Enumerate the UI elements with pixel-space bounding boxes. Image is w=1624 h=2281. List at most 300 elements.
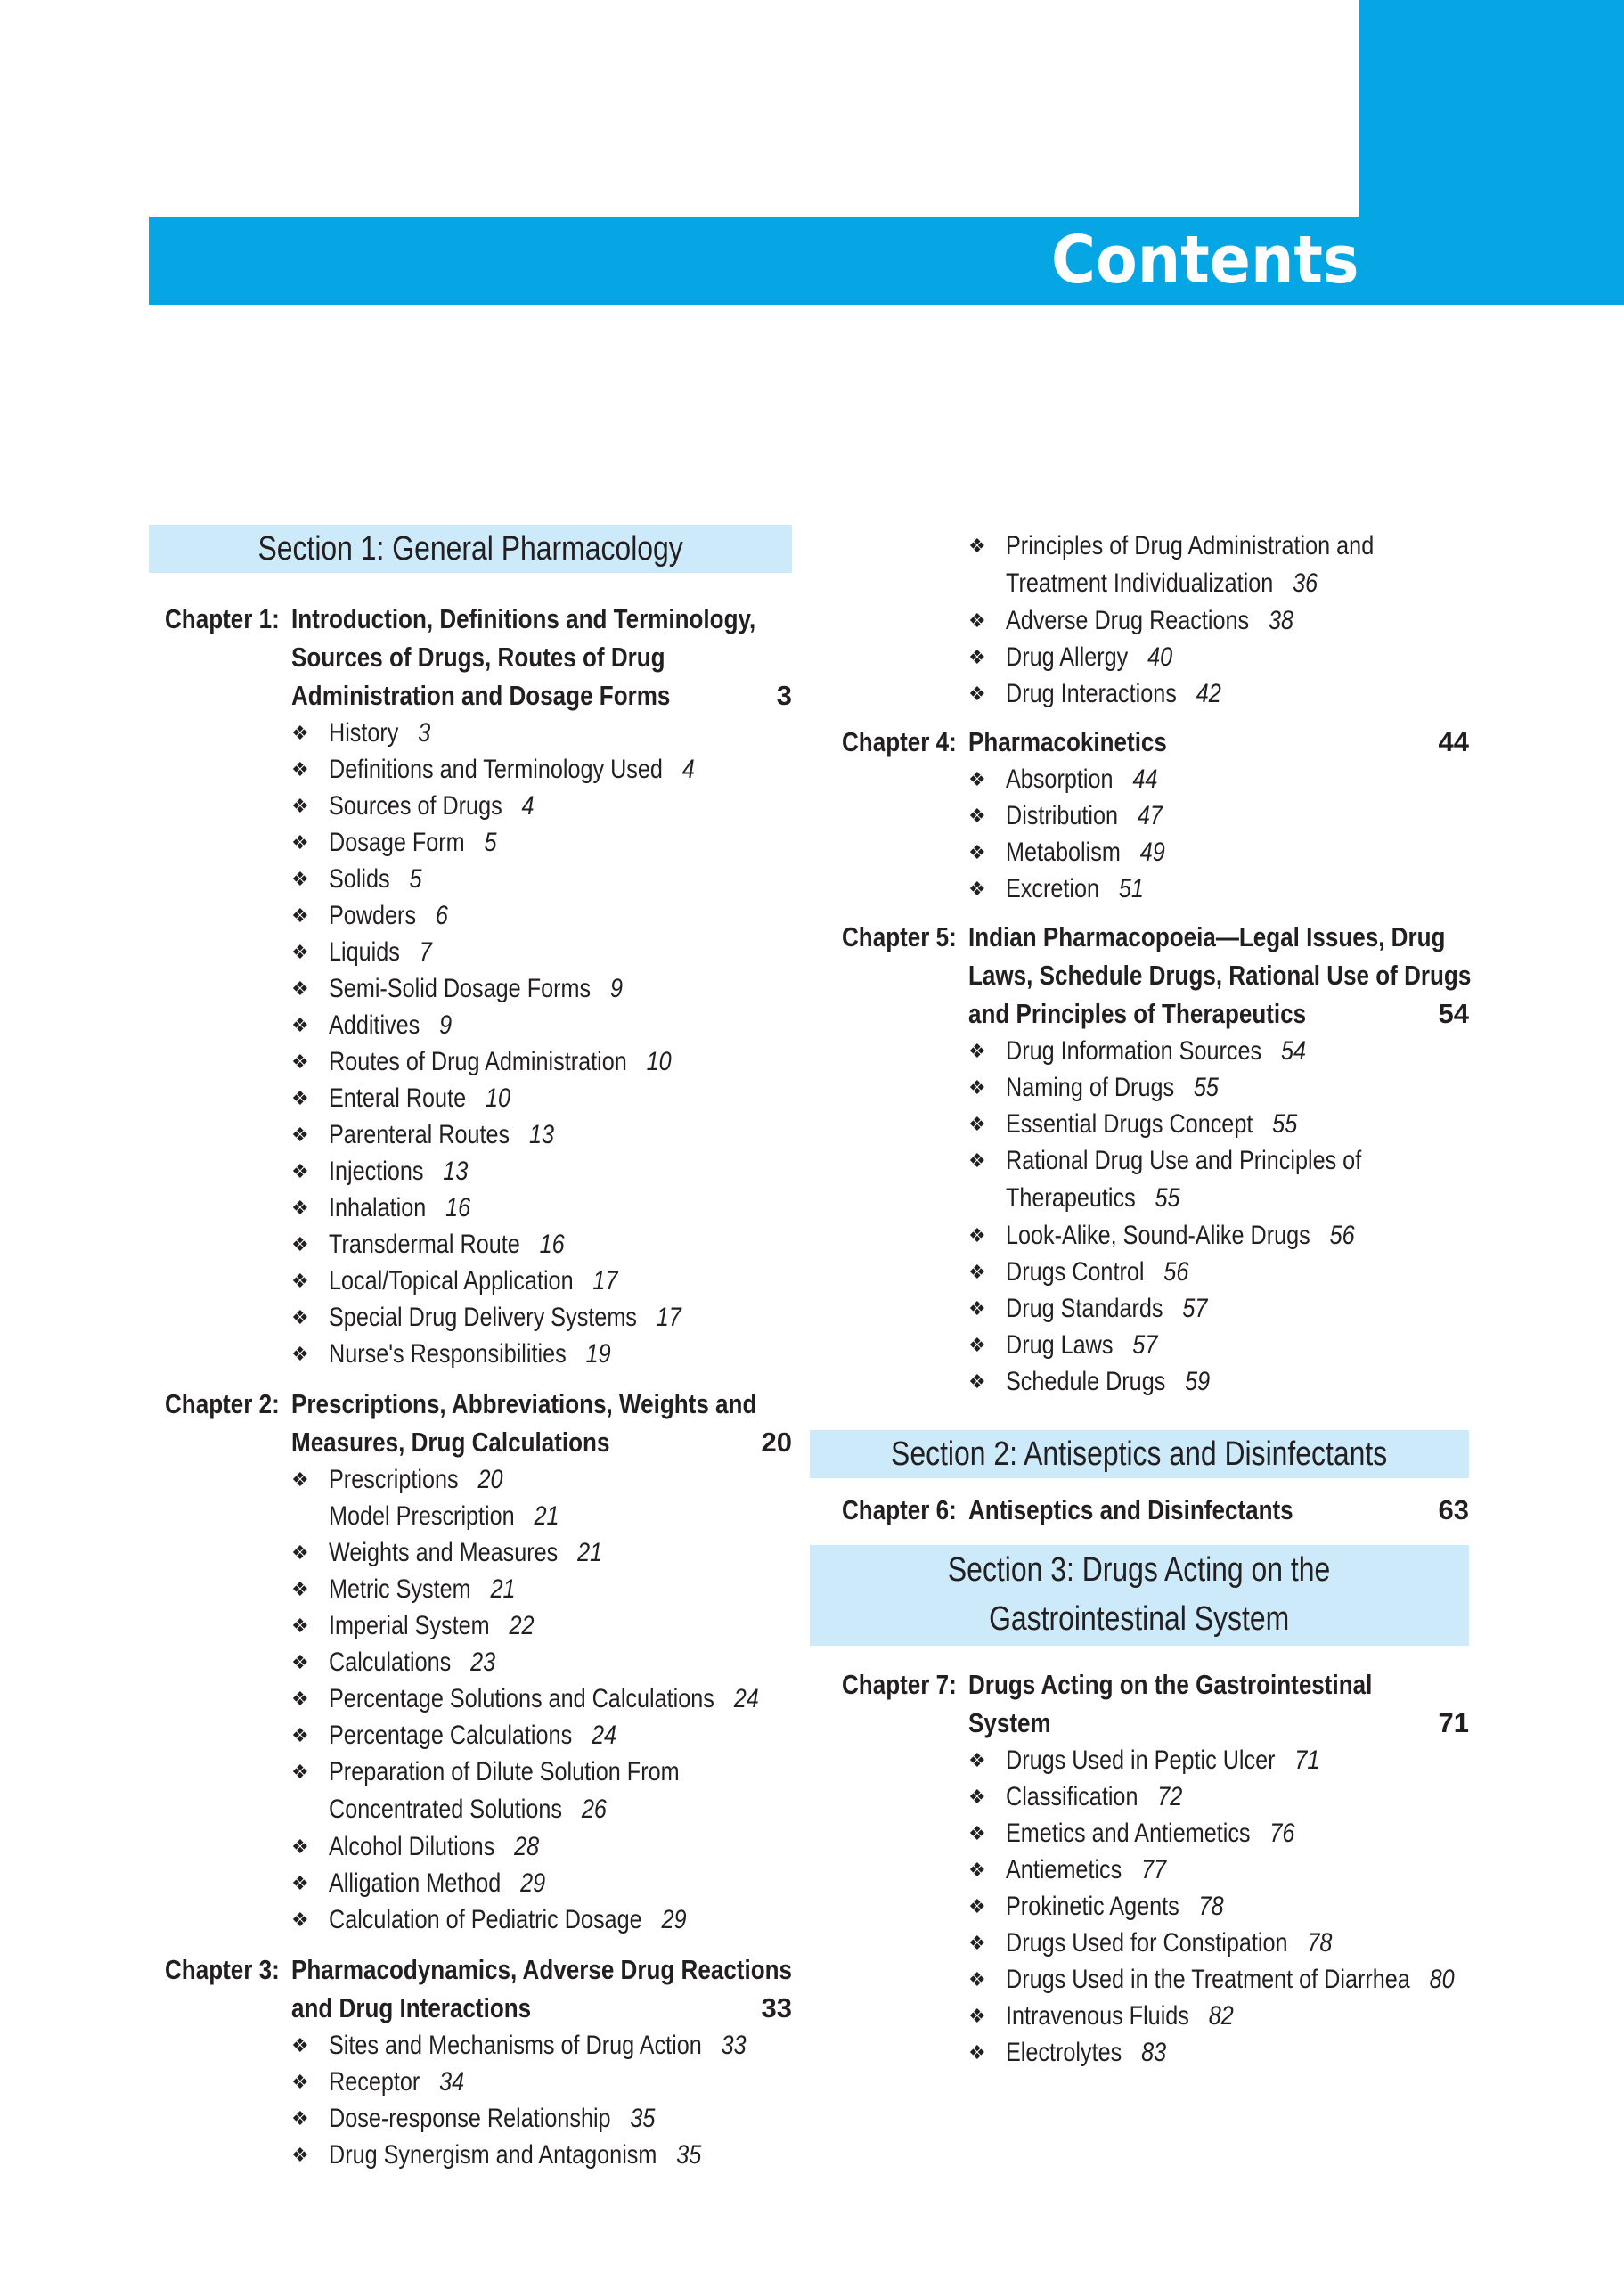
topic-title-line [1006,602,1395,639]
toc-topic[interactable] [826,1815,1469,1852]
topic-title: Schedule Drugs [1006,1367,1166,1396]
topic-title-line [329,1461,718,1498]
topic-title-line [1006,675,1395,712]
topic-page: 16 [539,1230,565,1259]
topic-title: Percentage Solutions and Calculations [329,1684,714,1713]
toc-topic[interactable] [149,1644,792,1680]
topic-title: Drug Interactions [1006,679,1177,708]
chapter-title-line: Pharmacodynamics, Adverse Drug Reactions [291,1954,792,1985]
topic-title-line [329,1901,718,1938]
bullet-icon: ❖ [291,1197,309,1219]
topic-title: Imperial System [329,1611,490,1640]
topic-page: 38 [1268,606,1294,635]
toc-topic[interactable] [149,1116,792,1153]
topic-title-line [329,1007,718,1043]
chapter-title [291,1950,792,2027]
topic-page: 49 [1139,838,1165,867]
topic-title: Dose-response Relationship [329,2104,611,2133]
topic-page: 56 [1163,1257,1189,1287]
topic-title-line [1006,2034,1395,2071]
corner-color-block [1359,0,1624,223]
topic-page: 54 [1280,1036,1307,1066]
bullet-icon: ❖ [968,2041,986,2064]
topic-title-line [1006,1290,1395,1327]
topic-title: Drugs Used for Constipation [1006,1928,1288,1958]
toc-topic[interactable] [826,1254,1469,1290]
topic-title: Sources of Drugs [329,791,502,821]
bullet-icon: ❖ [968,609,986,632]
toc-topic[interactable] [149,1263,792,1299]
chapter-heading[interactable] [826,723,1469,761]
chapter-page: 20 [761,1427,792,1458]
chapter-heading[interactable] [826,918,1472,1033]
topic-title: Antiemetics [1006,1855,1122,1884]
bullet-icon: ❖ [968,1076,986,1099]
bullet-icon: ❖ [291,1541,309,1564]
toc-topic[interactable] [826,1033,1469,1069]
toc-topic[interactable] [149,934,792,970]
bullet-icon: ❖ [291,2144,309,2166]
topic-title-line [1006,1742,1395,1778]
topic-title-line [1006,1925,1395,1961]
bullet-icon: ❖ [968,1932,986,1954]
topic-page: 71 [1294,1745,1320,1775]
topic-title-line [329,1043,718,1080]
topic-page: 3 [418,718,431,748]
bullet-icon: ❖ [968,1297,986,1320]
topic-page: 40 [1147,642,1173,672]
toc-topic[interactable] [149,824,792,861]
topic-title: Local/Topical Application [329,1266,574,1296]
topic-title: Drug Allergy [1006,642,1129,672]
topic-title-line [329,751,718,788]
title-band [149,217,1624,305]
chapter-number: Chapter 5: [842,921,957,952]
topic-title: Emetics and Antiemetics [1006,1819,1251,1848]
topic-title: Receptor [329,2067,420,2097]
topic-title: Calculations [329,1647,452,1677]
topic-title-line [1006,1363,1395,1400]
topic-title-line [1006,1033,1395,1069]
chapter-page: 33 [761,1992,792,2023]
bullet-icon: ❖ [968,1895,986,1917]
topic-page: 83 [1141,2038,1167,2067]
chapter-title-line: Introduction, Definitions and Terminology, [291,603,756,634]
topic-page: 9 [609,974,623,1003]
topic-title-line [1006,1069,1395,1106]
topic-page: 82 [1208,2001,1234,2031]
topic-title: Drug Laws [1006,1330,1114,1360]
toc-topic[interactable] [149,1336,792,1372]
toc-topic[interactable] [149,751,792,788]
toc-topic[interactable] [149,1190,792,1226]
topic-page: 44 [1132,764,1158,794]
section-3-title-line1: Section 3: Drugs Acting on the [948,1551,1331,1589]
bullet-icon: ❖ [968,646,986,668]
bullet-icon: ❖ [968,535,986,557]
topic-title-line [1006,1961,1455,1998]
topic-title-line [329,1534,718,1571]
topic-title: Parenteral Routes [329,1120,510,1149]
topic-title-line [329,1607,718,1644]
topic-page: 29 [661,1905,687,1934]
toc-topic[interactable] [826,1142,1469,1217]
topic-title: Essential Drugs Concept [1006,1109,1253,1139]
topic-title-line [329,715,718,751]
bullet-icon: ❖ [291,722,309,744]
chapter-number: Chapter 6: [842,1494,957,1525]
bullet-icon: ❖ [968,683,986,705]
chapter-title [291,600,792,715]
toc-chapter [149,600,792,1372]
toc-topic[interactable] [149,1828,792,1865]
topic-title-line [329,1226,718,1263]
chapter-page: 54 [1438,998,1469,1029]
bullet-icon: ❖ [291,1578,309,1600]
topic-page: 42 [1196,679,1221,708]
topic-title-line [1006,639,1395,675]
topic-page: 4 [521,791,535,821]
bullet-icon: ❖ [291,2107,309,2130]
topic-page: 57 [1132,1330,1158,1360]
topic-title-line [329,1828,718,1865]
topic-page: 77 [1141,1855,1167,1884]
topic-page: 9 [439,1010,453,1040]
chapter-page: 71 [1438,1707,1469,1738]
topic-title: Drugs Used in the Treatment of Diarrhea [1006,1965,1410,1994]
toc-topic[interactable] [149,715,792,751]
topic-title-line [329,1116,718,1153]
topic-title: Semi-Solid Dosage Forms [329,974,592,1003]
topic-title-line [329,2137,718,2173]
bullet-icon: ❖ [968,2005,986,2027]
bullet-icon: ❖ [968,1968,986,1991]
chapter-title-line: Pharmacokinetics [968,726,1167,757]
topic-title-line [329,1336,718,1372]
topic-title-line [1006,1327,1395,1363]
topic-title: Drugs Control [1006,1257,1145,1287]
topic-title-line [329,1865,718,1901]
topic-title: Sites and Mechanisms of Drug Action [329,2031,702,2060]
topic-title: Routes of Drug Administration [329,1047,627,1076]
topic-title-line [329,861,718,897]
bullet-icon: ❖ [291,904,309,927]
topic-title: Enteral Route [329,1083,467,1113]
toc-topic[interactable] [149,1498,792,1534]
chapter-5 [826,918,1472,1400]
topic-title-line [329,2027,747,2064]
chapter-heading[interactable] [149,600,792,715]
bullet-icon: ❖ [968,1224,986,1247]
topic-title-line [1006,834,1395,871]
bullet-icon: ❖ [968,768,986,790]
topic-title-line [1006,1778,1395,1815]
bullet-icon: ❖ [291,1233,309,1255]
topic-page: 47 [1137,801,1163,830]
topic-page: 55 [1193,1073,1219,1102]
bullet-icon: ❖ [968,805,986,827]
chapter-page: 63 [1438,1494,1469,1525]
chapter-title: Antiseptics and Disinfectants [968,1494,1293,1525]
topic-title-line [1006,1106,1395,1142]
toc-topic[interactable] [149,1043,792,1080]
topic-title: Model Prescription [329,1501,515,1531]
toc-topic[interactable] [149,1299,792,1336]
topic-title: Metric System [329,1574,471,1604]
bullet-icon: ❖ [291,831,309,854]
topic-page: 6 [435,901,448,930]
topic-page: 72 [1157,1782,1183,1811]
chapter-title [291,1385,792,1461]
toc-topic[interactable] [149,2100,792,2137]
section-1-header [149,525,792,573]
chapter-title [968,723,1469,761]
topic-title: Therapeutics [1006,1183,1136,1213]
chapter-title-line: Prescriptions, Abbreviations, Weights and [291,1388,757,1419]
toc-topic[interactable] [149,788,792,824]
topic-title-line [1006,1852,1395,1888]
topic-title: Excretion [1006,874,1100,903]
bullet-icon: ❖ [291,1651,309,1673]
toc-topic[interactable] [826,2034,1469,2071]
topic-page: 19 [585,1339,611,1369]
bullet-icon: ❖ [291,1014,309,1036]
topic-title-line [329,1680,759,1717]
topic-page: 16 [445,1193,471,1222]
toc-topic[interactable] [826,527,1469,602]
section-2-title: Section 2: Antiseptics and Disinfectants [891,1435,1388,1473]
toc-topic[interactable] [826,1742,1469,1778]
toc-topic[interactable] [826,1778,1469,1815]
toc-topic[interactable] [149,1226,792,1263]
toc-topic[interactable] [149,1865,792,1901]
toc-topic[interactable] [149,1080,792,1116]
bullet-icon: ❖ [291,758,309,781]
chapter-number: Chapter 1: [165,603,280,634]
continued-topics [826,527,1469,712]
toc-topic[interactable] [826,1069,1469,1106]
topic-title-line [1006,1815,1395,1852]
toc-topic[interactable] [149,1607,792,1644]
toc-topic[interactable] [826,1217,1469,1254]
chapter-4 [826,723,1469,907]
topic-page: 20 [477,1465,503,1494]
topic-title-line [329,1571,718,1607]
bullet-icon: ❖ [291,1909,309,1931]
toc-topic[interactable] [826,1925,1469,1961]
toc-topic[interactable] [826,1852,1469,1888]
toc-topic[interactable] [149,861,792,897]
topic-page: 22 [509,1611,535,1640]
bullet-icon: ❖ [968,1749,986,1771]
topic-page: 10 [646,1047,672,1076]
topic-title-line [1006,1888,1395,1925]
topic-page: 28 [514,1832,540,1861]
topic-title: Alcohol Dilutions [329,1832,495,1861]
topic-page: 5 [409,864,422,894]
bullet-icon: ❖ [968,1822,986,1844]
toc-topic[interactable] [826,1888,1469,1925]
topic-page: 26 [581,1795,607,1824]
toc-topic[interactable] [149,1571,792,1607]
bullet-icon: ❖ [291,2034,309,2056]
chapter-page: 44 [1438,726,1469,757]
toc-topic[interactable] [826,675,1469,712]
topic-title-line [329,1190,718,1226]
toc-topic[interactable] [149,1754,792,1828]
topic-page: 17 [592,1266,618,1296]
topic-title-line [329,1080,718,1116]
chapter-page: 3 [776,680,792,711]
topic-title: Drug Information Sources [1006,1036,1262,1066]
left-chapters [149,600,792,2173]
topic-page: 57 [1182,1294,1208,1323]
bullet-icon: ❖ [291,795,309,817]
toc-topic[interactable] [826,1998,1469,2034]
bullet-icon: ❖ [291,977,309,1000]
topic-title-line [1006,761,1395,797]
topic-title: Adverse Drug Reactions [1006,606,1250,635]
topic-title: Naming of Drugs [1006,1073,1175,1102]
topic-title-line [1006,565,1395,602]
toc-topic[interactable] [149,897,792,934]
topic-page: 4 [681,755,695,784]
topic-title: Look-Alike, Sound-Alike Drugs [1006,1221,1310,1250]
topic-page: 21 [490,1574,516,1604]
topic-page: 21 [534,1501,559,1531]
topic-page: 24 [733,1684,759,1713]
toc-topic[interactable] [826,1961,1469,1998]
bullet-icon: ❖ [291,1615,309,1637]
topic-title-line: Principles of Drug Administration and [1006,531,1375,560]
chapter-heading[interactable] [826,1665,1469,1742]
chapter-heading[interactable] [149,1385,792,1461]
topic-page: 55 [1155,1183,1180,1213]
topic-page: 55 [1272,1109,1298,1139]
topic-page: 24 [592,1721,617,1750]
topic-page: 5 [484,828,497,857]
topic-title-line [329,2100,718,2137]
topic-page: 21 [577,1538,603,1567]
topic-title: Intravenous Fluids [1006,2001,1189,2031]
bullet-icon: ❖ [291,1761,309,1783]
toc-topic[interactable] [149,1534,792,1571]
topic-title-line [329,2064,718,2100]
toc-topic[interactable] [826,602,1469,639]
topic-title-line [329,1717,718,1754]
toc-topic[interactable] [149,1461,792,1498]
chapter-title-line: Laws, Schedule Drugs, Rational Use of Drugs [968,960,1472,991]
toc-topic[interactable] [826,871,1469,907]
bullet-icon: ❖ [291,868,309,890]
chapter-number: Chapter 3: [165,1954,280,1985]
toc-topic[interactable] [826,1106,1469,1142]
chapter-title-line: Indian Pharmacopoeia—Legal Issues, Drug [968,921,1446,952]
topic-title-line [1006,1998,1395,2034]
bullet-icon: ❖ [291,1724,309,1746]
topic-page: 10 [485,1083,510,1113]
bullet-icon: ❖ [968,878,986,900]
topic-title-line [329,788,718,824]
toc-topic[interactable] [149,2027,792,2064]
topic-title: Drug Synergism and Antagonism [329,2140,657,2170]
topic-title: Treatment Individualization [1006,568,1274,598]
toc-topic[interactable] [149,970,792,1007]
chapter-6[interactable] [826,1491,1469,1529]
topic-title: Transdermal Route [329,1230,520,1259]
chapter-title-line: System [968,1707,1051,1738]
chapter-title-line: and Drug Interactions [291,1992,532,2023]
topic-title: Dosage Form [329,828,465,857]
topic-title: Liquids [329,937,400,967]
bullet-icon: ❖ [968,1334,986,1356]
toc-topic[interactable] [826,797,1469,834]
topic-page: 35 [676,2140,702,2170]
bullet-icon: ❖ [968,1786,986,1808]
topic-title: Electrolytes [1006,2038,1122,2067]
toc-chapter [149,1385,792,1938]
topic-page: 13 [528,1120,554,1149]
toc-topic[interactable] [149,1717,792,1754]
bullet-icon: ❖ [968,841,986,863]
chapter-title-line: Sources of Drugs, Routes of Drug [291,642,665,673]
topic-page: 29 [520,1868,546,1898]
topic-title-line [1006,871,1395,907]
topic-title-line [1006,1180,1395,1217]
topic-title-line [1006,1217,1395,1254]
toc-topic[interactable] [149,1007,792,1043]
toc-topic[interactable] [826,639,1469,675]
toc-topic[interactable] [826,1363,1469,1400]
toc-topic[interactable] [149,1680,792,1717]
toc-topic[interactable] [149,2137,792,2173]
topic-title: Solids [329,864,390,894]
topic-title: Metabolism [1006,838,1121,867]
topic-title-line [1006,1254,1395,1290]
topic-page: 80 [1429,1965,1455,1994]
toc-topic[interactable] [149,1901,792,1938]
bullet-icon: ❖ [291,1306,309,1329]
right-column [826,527,1472,2071]
chapter-title-line: Administration and Dosage Forms [291,680,671,711]
toc-chapter [149,1950,792,2173]
section-1-title: Section 1: General Pharmacology [257,530,683,568]
topic-title: Weights and Measures [329,1538,559,1567]
topic-title: Drugs Used in Peptic Ulcer [1006,1745,1276,1775]
toc-topic[interactable] [149,2064,792,2100]
topic-title-line [329,1153,718,1190]
chapter-number: Chapter 4: [842,726,957,757]
topic-title: Additives [329,1010,420,1040]
toc-topic[interactable] [826,834,1469,871]
topic-title: Concentrated Solutions [329,1795,562,1824]
bullet-icon: ❖ [968,1113,986,1135]
toc-topic[interactable] [826,1290,1469,1327]
toc-topic[interactable] [149,1153,792,1190]
toc-topic[interactable] [826,761,1469,797]
topic-page: 34 [439,2067,465,2097]
bullet-icon: ❖ [291,1468,309,1491]
chapter-heading[interactable] [149,1950,792,2027]
topic-title: Injections [329,1157,424,1186]
section-3-title-line2: Gastrointestinal System [989,1600,1290,1638]
page-title: Contents [1050,222,1359,298]
topic-title-line: Rational Drug Use and Principles of [1006,1146,1362,1175]
topic-title-line [329,1644,718,1680]
toc-topic[interactable] [826,1327,1469,1363]
toc-chapter [826,918,1472,1400]
bullet-icon: ❖ [968,1149,986,1172]
